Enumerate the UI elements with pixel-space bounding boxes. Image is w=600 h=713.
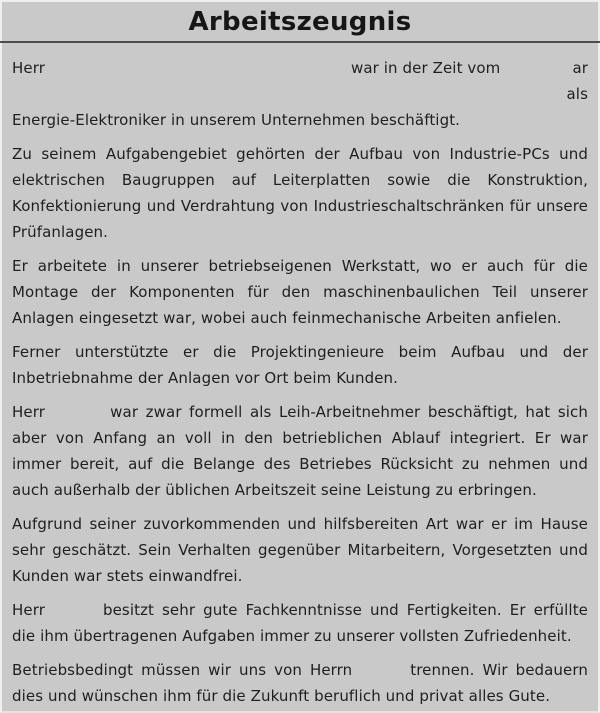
- redacted-name-gap: [360, 674, 402, 675]
- paragraph-5-body: war zwar formell als Leih-Arbeitnehmer beschäftigt, hat sich aber von Anfang an voll in den betrieblichen Ablauf integriert. Er war immer bereit, auf die Belange des Betriebes Rücksicht zu nehmen und auch außerhalb der üblichen Arbeitszeit seine Leistung zu erbringen.: [12, 403, 589, 499]
- paragraph-8-body: trennen. Wir bedauern dies und wünschen ihm für die Zukunft beruflich und privat alles Gute.: [12, 661, 588, 705]
- paragraph-1-lead: Herr: [12, 59, 45, 77]
- paragraph-7-lead: Herr: [12, 601, 45, 619]
- paragraph-1-als: als: [566, 85, 588, 103]
- paragraph-8: [12, 657, 588, 709]
- paragraph-5-lead: Herr: [12, 403, 45, 421]
- redacted-name-gap: [53, 614, 95, 615]
- paragraph-8-lead: Betriebsbedingt müssen wir uns von Herrn: [12, 661, 353, 679]
- document-body: [12, 55, 588, 709]
- paragraph-1-line-1: [12, 55, 588, 81]
- paragraph-1-line-2: [12, 81, 588, 107]
- paragraph-7: [12, 597, 588, 649]
- paragraph-6: Aufgrund seiner zuvorkommenden und hilfsbereiten Art war er im Hause sehr geschätzt. Sein Verhalten gegenüber Mitarbeitern, Vorgesetzten und Kunden war stets einwandfrei.: [12, 515, 588, 585]
- paragraph-2: Zu seinem Aufgabengebiet gehörten der Aufbau von Industrie-PCs und elektrischen Baugruppen auf Leiterplatten sowie die Konstruktion, Konfektionierung und Verdrahtung von Industrieschaltschränken für unsere Prüfanlagen.: [12, 145, 588, 241]
- paragraph-4: Ferner unterstützte er die Projektingenieure beim Aufbau und der Inbetriebnahme der Anlagen vor Ort beim Kunden.: [12, 343, 588, 387]
- title-divider: [0, 41, 600, 43]
- redacted-name-gap: [45, 72, 351, 73]
- redacted-name-gap: [53, 416, 103, 417]
- paragraph-1-line-3-text: Energie-Elektroniker in unserem Unternehmen beschäftigt.: [12, 111, 461, 129]
- paragraph-7-body: besitzt sehr gute Fachkenntnisse und Fertigkeiten. Er erfüllte die ihm übertragenen Aufgaben immer zu unserer vollsten Zufriedenheit.: [12, 601, 589, 645]
- paragraph-5: [12, 399, 588, 503]
- document-title: Arbeitszeugnis: [188, 7, 412, 37]
- paragraph-1-mid: war in der Zeit vom: [350, 59, 501, 77]
- paragraph-3: Er arbeitete in unserer betriebseigenen Werkstatt, wo er auch für die Montage der Komponenten für den maschinenbaulichen Teil unserer Anlagen eingesetzt war, wobei auch feinmechanische Arbeiten anfielen.: [12, 257, 588, 327]
- paragraph-1-tail: ar: [572, 59, 588, 77]
- paragraph-1-line-3: [12, 107, 588, 133]
